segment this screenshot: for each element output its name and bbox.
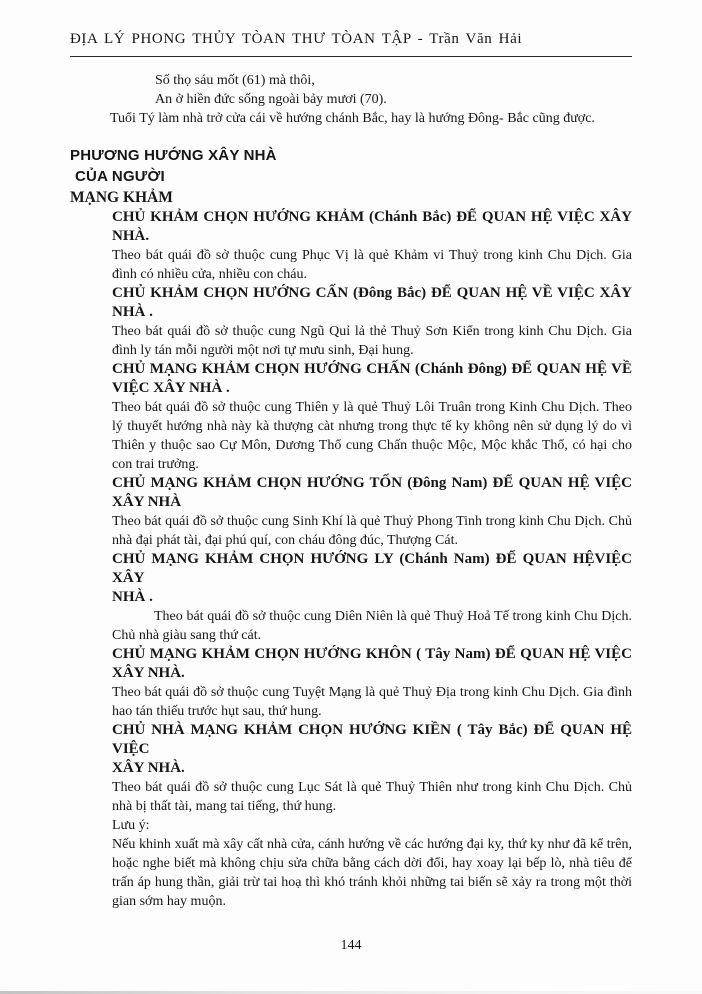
section-heading-line: CHỦ MẠNG KHẢM CHỌN HƯỚNG CHẤN (Chánh Đông) ĐỂ QUAN HỆ VỀ (112, 361, 632, 377)
body-paragraph: Theo bát quái đồ sở thuộc cung Diên Niên là quẻ Thuỷ Hoả Tế trong kinh Chu Dịch. Chủ nhà giàu sang thứ cát. (112, 609, 632, 643)
section-heading (112, 721, 632, 778)
sections-column (112, 208, 632, 911)
poem-line: Số thọ sáu mốt (61) mà thôi, (155, 73, 315, 88)
chapter-heading-line: CỦA NGƯỜI (75, 168, 165, 185)
body-paragraph: Nếu khinh xuất mà xây cất nhà cửa, cánh hướng về các hướng đại ky, thứ ky như đã kể trên, hoặc nghe biết mà không chịu sửa chữa bằng cách dời đổi, hay xoay lại bếp lò, nhà tiêu để trấn áp hung thần, giải trừ tai hoạ thì khó tránh khỏi những tai biến sẽ xảy ra trong một thời gian sớm hay muộn. (112, 837, 632, 909)
chapter-heading-line: PHƯƠNG HƯỚNG XÂY NHÀ (70, 147, 277, 164)
section-heading-line: CHỦ KHẢM CHỌN HƯỚNG CẤN (Đông Bắc) ĐỂ QUAN HỆ VỀ VIỆC XÂY (112, 285, 632, 301)
section-heading-line: XÂY NHÀ. (112, 665, 185, 681)
section-heading-line: NHÀ . (112, 304, 153, 320)
body-paragraph: Theo bát quái đồ sở thuộc cung Thiên y là quẻ Thuỷ Lôi Truân trong Kinh Chu Dịch. Theo lý thuyết hướng nhà này kà thượng càt nhưng trong thực tế ky không nên sử dụng lý do vì Thiên y thuộc sao Cự Môn, Dương Thổ cung Chấn thuộc Mộc, Mộc khắc Thổ, có hại cho con trai trưởng. (112, 400, 632, 472)
chapter-heading (70, 145, 632, 187)
section-heading-line: CHỦ KHẢM CHỌN HƯỚNG KHẢM (Chánh Bắc) ĐỂ QUAN HỆ VIỆC XÂY (112, 209, 632, 225)
section-heading (112, 645, 632, 683)
section-heading-line: NHÀ . (112, 589, 153, 605)
section-heading-line: VIỆC XÂY NHÀ . (112, 380, 230, 396)
body-paragraph: Theo bát quái đồ sở thuộc cung Tuyệt Mạng là quẻ Thuỷ Địa trong kinh Chu Dịch. Gia đình hao tán thiếu trước hụt sau, thứ hung. (112, 685, 632, 719)
poem-line: An ở hiền đức sống ngoài bảy mươi (70). (155, 92, 387, 107)
body-paragraph: Theo bát quái đồ sở thuộc cung Lục Sát là quẻ Thuỷ Thiên như trong kinh Chu Dịch. Chủ nhà bị thất tài, mang tai tiếng, thứ hung. (112, 780, 632, 814)
poem-block (70, 71, 632, 128)
body-paragraph: Theo bát quái đồ sở thuộc cung Sinh Khí là quẻ Thuỷ Phong Tinh trong kinh Chu Dịch. Chủ nhà đại phát tài, đại phú quí, con cháu đông đúc, Thượng Cát. (112, 514, 632, 548)
category-heading: MẠNG KHẢM (70, 189, 173, 206)
section-heading (112, 208, 632, 246)
section-heading-line: XÂY NHÀ (112, 494, 182, 510)
note-label: Lưu ý: (112, 818, 150, 833)
section-heading (112, 474, 632, 512)
section-heading-line: CHỦ MẠNG KHẢM CHỌN HƯỚNG TỐN (Đông Nam) ĐỂ QUAN HỆ VIỆC (112, 475, 632, 491)
section-heading-line: CHỦ MẠNG KHẢM CHỌN HƯỚNG LY (Chánh Nam) ĐỂ QUAN HỆVIỆC XÂY (112, 551, 632, 586)
section-heading (112, 360, 632, 398)
page-header (70, 30, 632, 57)
book-title: ĐỊA LÝ PHONG THỦY TÒAN THƯ TÒAN TẬP - Trần Văn Hải (70, 31, 523, 47)
body-paragraph: Theo bát quái đồ sở thuộc cung Phục Vị là quẻ Khảm vi Thuỷ trong kinh Chu Dịch. Gia đình có nhiều cửa, nhiều con cháu. (112, 248, 632, 282)
section-heading-line: CHỦ NHÀ MẠNG KHẢM CHỌN HƯỚNG KIỀN ( Tây Bắc) ĐỂ QUAN HỆ VIỆC (112, 722, 632, 757)
intro-line: Tuổi Tý làm nhà trở cửa cái về hướng chánh Bắc, hay là hướng Đông- Bắc cũng được. (110, 111, 595, 126)
section-heading-line: CHỦ MẠNG KHẢM CHỌN HƯỚNG KHÔN ( Tây Nam) ĐỂ QUAN HỆ VIỆC (112, 646, 632, 662)
header-divider (70, 56, 632, 57)
page-footer (70, 938, 632, 954)
section-heading (112, 550, 632, 607)
page-number: 144 (340, 938, 362, 953)
body-paragraph: Theo bát quái đồ sở thuộc cung Ngũ Quỉ lả thẻ Thuỷ Sơn Kiển trong kinh Chu Dịch. Gia đình ly tán mỗi người một nơi tự mưu sinh, Đại hung. (112, 324, 632, 358)
section-heading-line: NHÀ. (112, 228, 150, 244)
section-heading (112, 284, 632, 322)
section-heading-line: XÂY NHÀ. (112, 760, 185, 776)
